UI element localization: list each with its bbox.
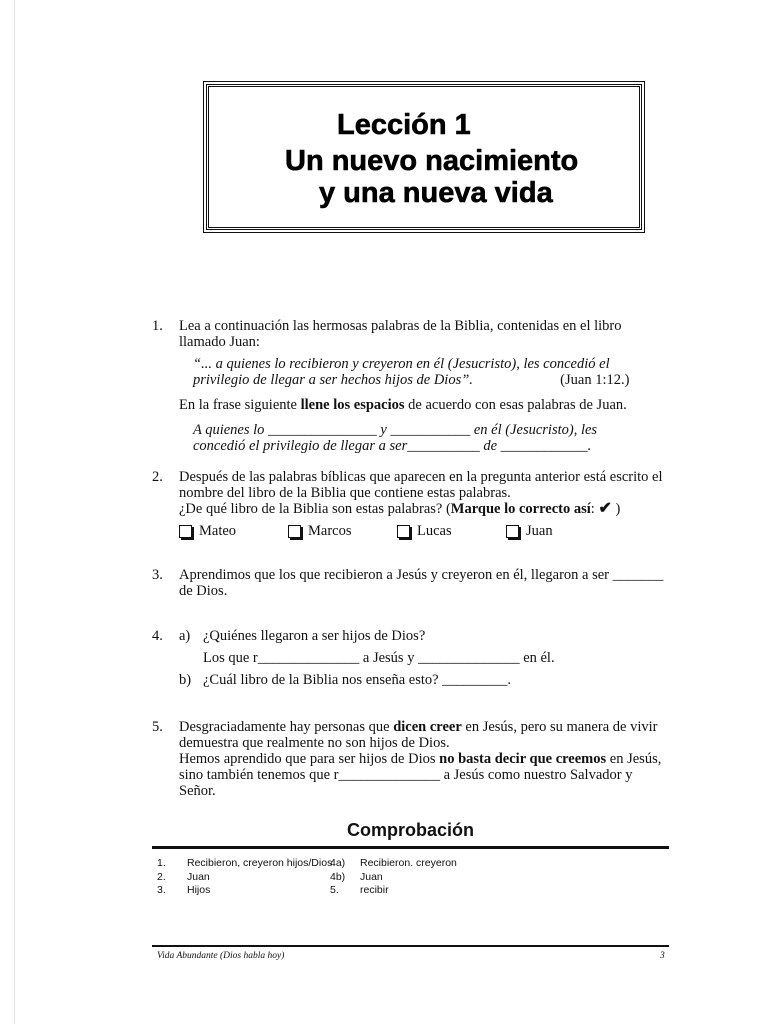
question-text: nombre del libro de la Biblia que contiene estas palabras. — [179, 485, 511, 501]
footer-divider — [152, 945, 669, 947]
option-juan[interactable]: Juan — [506, 523, 615, 539]
lesson-title-line-1: Un nuevo nacimiento — [285, 145, 579, 177]
answer-options — [179, 523, 672, 539]
question-number: 2. — [152, 469, 163, 485]
bible-quote: “... a quienes lo recibieron y creyeron en él (Jesucristo), les concedió el — [193, 356, 610, 372]
answer-row: 2. Juan 4b) Juan — [157, 870, 383, 883]
fill-in-blank[interactable]: A quienes lo _______________ y ___________ en él (Jesucristo), les — [193, 422, 598, 438]
question-text[interactable]: Aprendimos que los que recibieron a Jesús y creyeron en él, llegaron a ser _______ — [179, 567, 664, 583]
question-number: 3. — [152, 567, 163, 583]
sub-question-label: b) — [179, 672, 192, 688]
question-4 — [152, 628, 672, 688]
question-text: Desgraciadamente hay personas que dicen creer en Jesús, pero su manera de vivir — [179, 719, 658, 735]
answer-row: 3. Hijos 5. recibir — [157, 884, 389, 896]
checkbox-icon[interactable] — [288, 525, 301, 538]
lesson-title-box — [206, 84, 642, 230]
page-edge — [14, 0, 15, 1024]
question-5 — [152, 719, 672, 799]
question-text: llamado Juan: — [179, 334, 260, 350]
question-text: de Dios. — [179, 583, 228, 599]
option-marcos[interactable]: Marcos — [288, 523, 397, 539]
sub-question-label: a) — [179, 628, 191, 644]
question-text: Hemos aprendido que para ser hijos de Dios no basta decir que creemos en Jesús, — [179, 751, 662, 767]
question-text: Lea a continuación las hermosas palabras de la Biblia, contenidas en el libro — [179, 318, 622, 334]
fill-in-blank[interactable]: Los que r______________ a Jesús y ______________ en él. — [203, 650, 555, 666]
answer-key-title: Comprobación — [346, 820, 474, 840]
question-number: 4. — [152, 628, 163, 644]
lesson-number: Lección 1 — [337, 109, 471, 141]
bible-quote — [193, 372, 672, 388]
option-mateo[interactable]: Mateo — [179, 523, 288, 539]
option-lucas[interactable]: Lucas — [397, 523, 506, 539]
question-number: 5. — [152, 719, 163, 735]
answer-key — [157, 857, 457, 898]
divider — [152, 846, 669, 849]
answer-row: 1. Recibieron, creyeron hijos/Dios 4a) Recibieron. creyeron — [157, 857, 457, 869]
question-text: Señor. — [179, 783, 216, 799]
question-text: ¿Quiénes llegaron a ser hijos de Dios? — [203, 628, 426, 644]
question-2 — [152, 469, 672, 539]
checkbox-icon[interactable] — [179, 525, 192, 538]
checkbox-icon[interactable] — [397, 525, 410, 538]
checkmark-icon: ✔ — [598, 500, 612, 517]
instruction-text: En la frase siguiente llene los espacios de acuerdo con esas palabras de Juan. — [179, 397, 627, 413]
question-text: Después de las palabras bíblicas que aparecen en la pregunta anterior está escrito el — [179, 469, 663, 485]
page-number: 3 — [660, 951, 665, 961]
checkbox-icon[interactable] — [506, 525, 519, 538]
fill-in-blank[interactable]: concedió el privilegio de llegar a ser__________ de ____________. — [193, 438, 592, 454]
bible-quote-end: privilegio de llegar a ser hechos hijos de Dios”. — [193, 372, 473, 388]
fill-in-blank[interactable]: ¿Cuál libro de la Biblia nos enseña esto? _________. — [203, 672, 512, 688]
fill-in-blank[interactable]: sino también tenemos que r______________ a Jesús como nuestro Salvador y — [179, 767, 633, 783]
lesson-title-line-2: y una nueva vida — [319, 177, 553, 209]
bible-reference: (Juan 1:12.) — [560, 372, 630, 388]
question-3 — [152, 567, 672, 599]
footer-title: Vida Abundante (Dios habla hoy) — [157, 951, 285, 961]
question-1 — [152, 318, 672, 454]
question-number: 1. — [152, 318, 163, 334]
question-text: ¿De qué libro de la Biblia son estas palabras? (Marque lo correcto así: ✔ ) — [179, 500, 621, 517]
question-text: demuestra que realmente no son hijos de Dios. — [179, 735, 450, 751]
